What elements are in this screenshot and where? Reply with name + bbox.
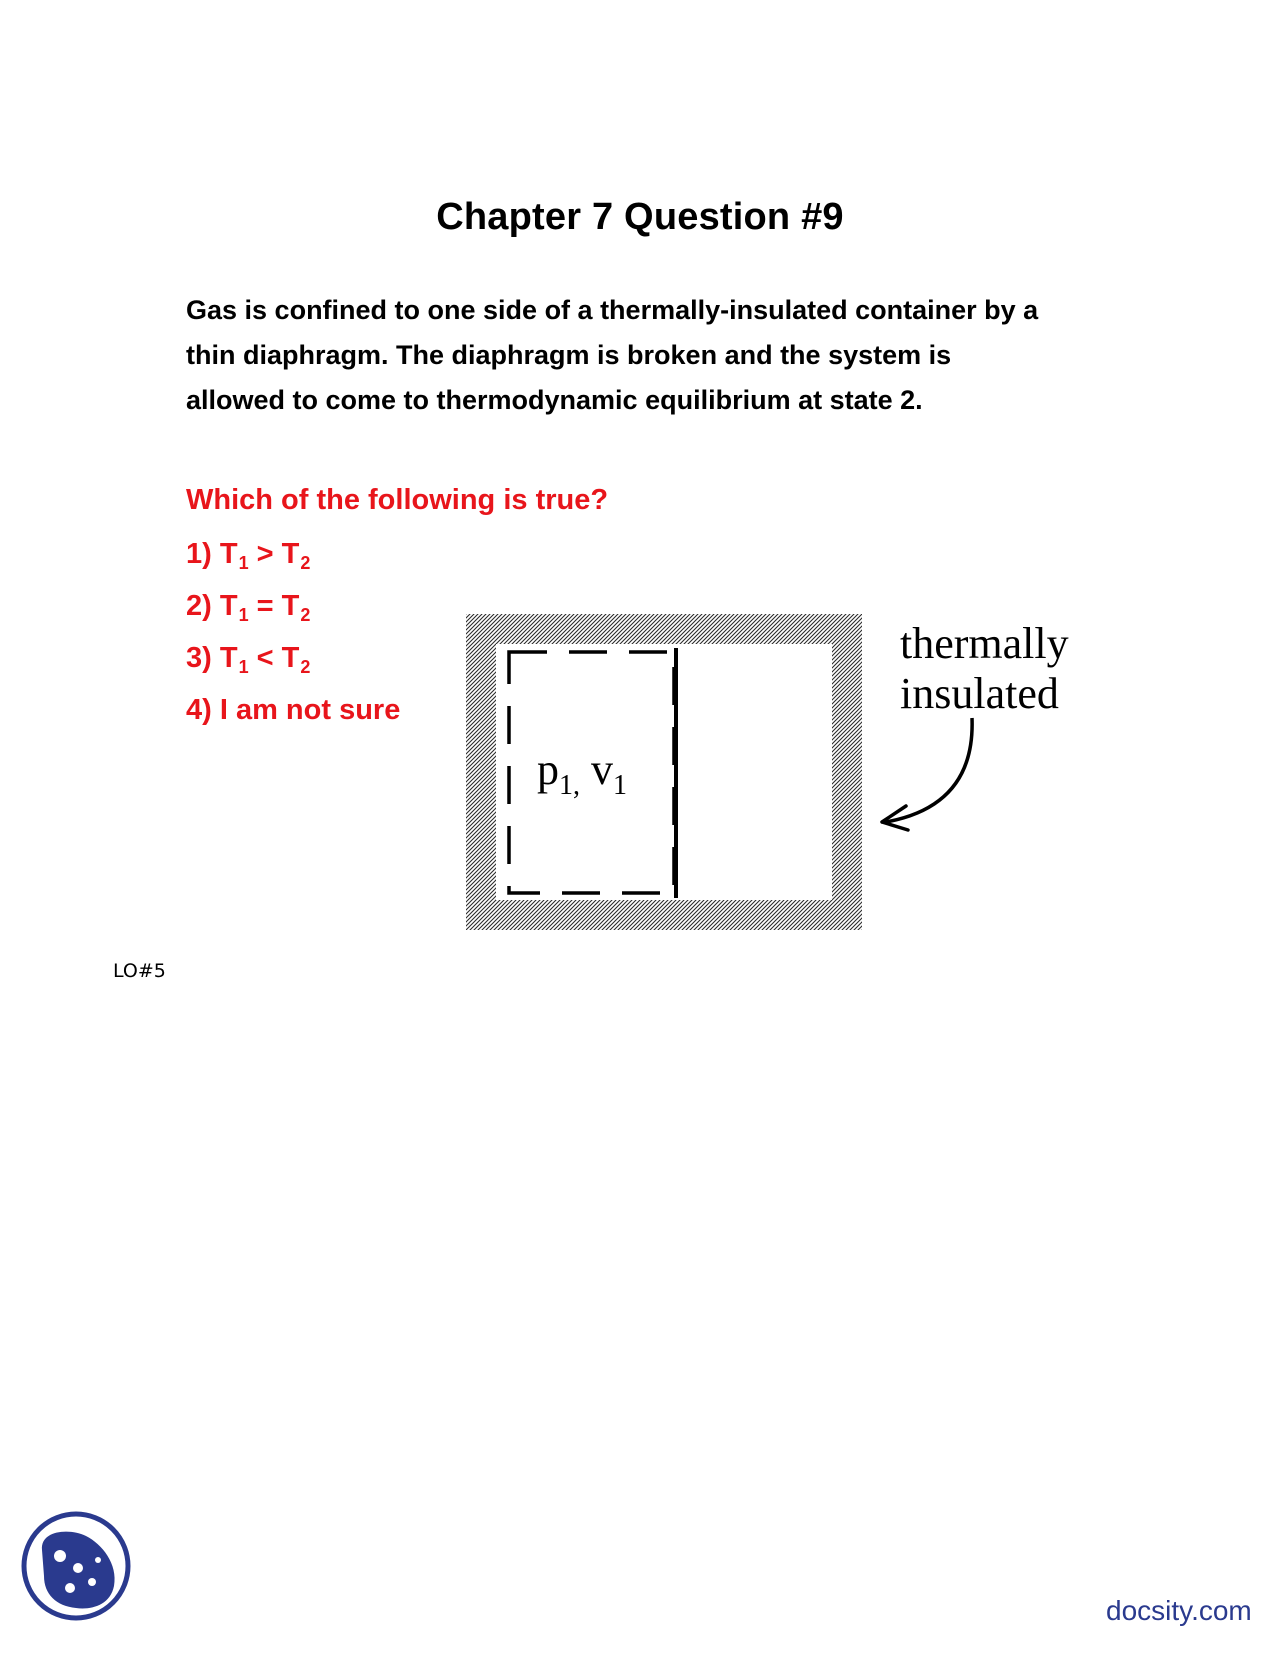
- gas-state-label: $p_{1,}$ $v_1$: [537, 745, 627, 801]
- option-2-sub-b: 2: [300, 605, 311, 625]
- learning-objective-code: LO#5: [113, 960, 166, 982]
- insulation-label-line-1: thermally: [900, 619, 1069, 668]
- option-1-sub-a: 1: [238, 553, 249, 573]
- insulation-label-line-2: insulated: [900, 669, 1059, 718]
- option-1-sub-b: 2: [300, 553, 311, 573]
- problem-line-1: Gas is confined to one side of a thermally-insulated container by a: [186, 295, 1039, 325]
- option-2-operator: = T: [248, 590, 300, 622]
- problem-line-3: allowed to come to thermodynamic equilibrium at state 2.: [186, 385, 923, 415]
- option-2-sub-a: 1: [238, 605, 249, 625]
- brand-site-link[interactable]: docsity.com: [1106, 1595, 1252, 1626]
- option-4-label: 4) I am not sure: [186, 694, 401, 726]
- option-3-operator: < T: [248, 642, 300, 674]
- pointer-arrow-icon: [882, 718, 972, 830]
- option-1-prefix: 1) T: [186, 538, 238, 570]
- insulated-wall: [466, 614, 862, 930]
- option-3-prefix: 3) T: [186, 642, 238, 674]
- question-prompt: Which of the following is true?: [186, 484, 609, 516]
- option-1-operator: > T: [248, 538, 300, 570]
- option-2-prefix: 2) T: [186, 590, 238, 622]
- option-3-sub-b: 2: [300, 657, 311, 677]
- page-title: Chapter 7 Question #9: [436, 196, 844, 238]
- option-3-sub-a: 1: [238, 657, 249, 677]
- docsity-logo-icon[interactable]: [20, 1510, 132, 1622]
- problem-line-2: thin diaphragm. The diaphragm is broken and the system is: [186, 340, 952, 370]
